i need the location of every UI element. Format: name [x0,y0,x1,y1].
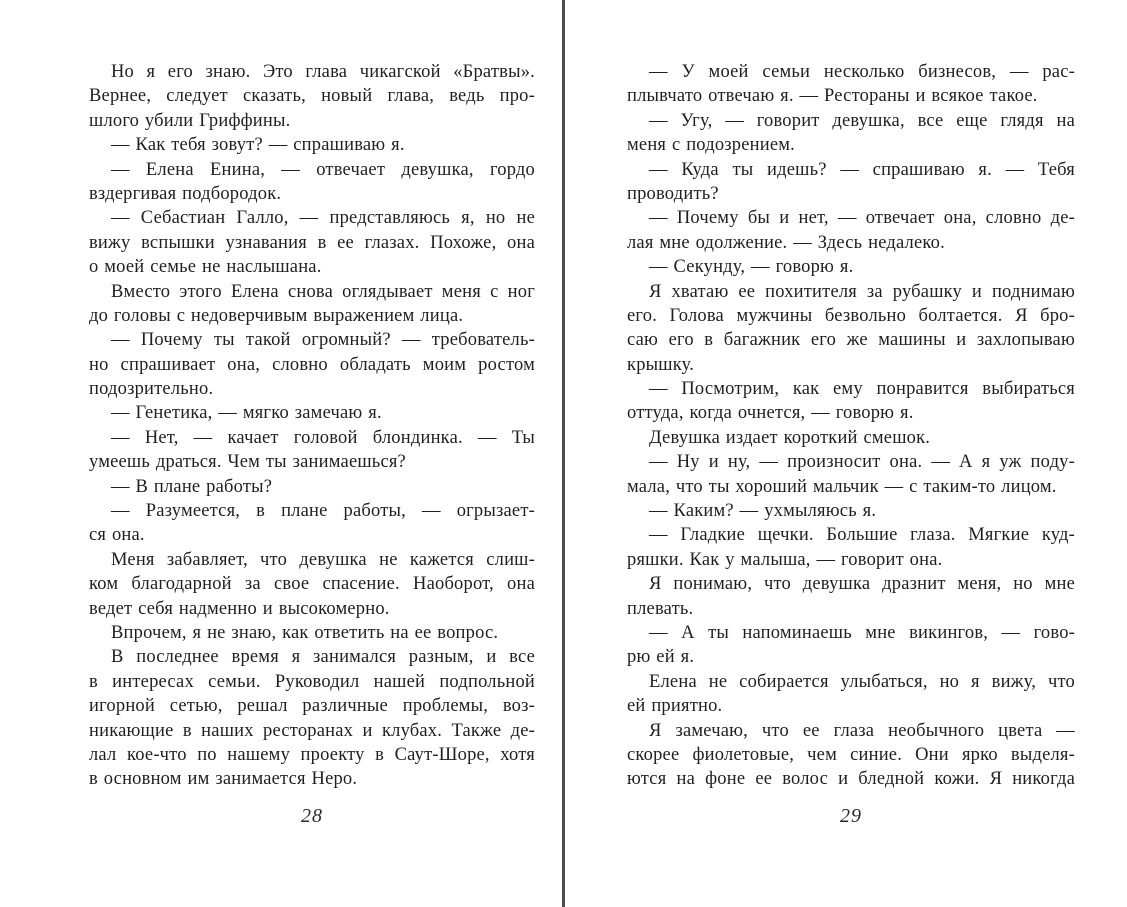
page-right [627,60,1075,828]
text-line: но спрашивает она, словно обладать моим ростом [89,354,535,375]
text-line: — Генетика, — мягко замечаю я. [111,403,382,424]
text-line: подозрительно. [89,379,214,400]
page-right-text-block [627,60,1075,792]
text-line: — Каким? — ухмыляюсь я. [649,501,877,522]
page-divider [562,0,565,907]
text-line: — Куда ты идешь? — спрашиваю я. — Тебя [649,159,1075,180]
text-line: — Себастиан Галло, — представляюсь я, но не [111,208,535,229]
text-line: до головы с недоверчивым выражением лица. [89,305,464,326]
page-number-left: 28 [301,804,323,827]
text-line: — Гладкие щечки. Большие глаза. Мягкие куд- [649,525,1075,546]
text-line: Меня забавляет, что девушка не кажется слиш- [111,549,535,570]
text-line: лая мне одолжение. — Здесь недалеко. [627,232,945,253]
text-line: меня с подозрением. [627,135,795,156]
text-line: в интересах семьи. Руководил нашей подпольной [89,671,535,692]
text-line: лал кое-что по нашему проекту в Саут-Шоре, хотя [89,744,535,765]
page-left-text-block [89,60,535,792]
text-line: — Угу, — говорит девушка, все еще глядя на [649,110,1075,131]
text-line: умеешь драться. Чем ты занимаешься? [89,452,406,473]
text-line: рю ей я. [627,647,695,668]
text-line: плевать. [627,598,694,619]
text-line: ком благодарной за свое спасение. Наоборот, она [89,574,535,595]
text-line: крышку. [627,354,695,375]
text-line: Впрочем, я не знаю, как ответить на ее вопрос. [111,622,499,643]
text-line: в основном им занимается Неро. [89,769,358,790]
text-line: Я хватаю ее похитителя за рубашку и поднимаю [649,281,1075,302]
text-line: оттуда, когда очнется, — говорю я. [627,403,914,424]
text-line: скорее фиолетовые, чем синие. Они ярко выделя- [627,744,1075,765]
text-line: Вместо этого Елена снова оглядывает меня с ног [111,281,535,302]
text-line: — Почему ты такой огромный? — требователь- [111,330,535,351]
text-line: — Разумеется, в плане работы, — огрызает- [111,501,535,522]
text-line: — Ну и ну, — произносит она. — А я уж поду- [649,452,1075,473]
text-line: шлого убили Гриффины. [89,110,291,131]
text-line: Вернее, следует сказать, новый глава, ведь про- [89,86,535,107]
text-line: В последнее время я занимался разным, и все [111,647,535,668]
text-line: ведет себя надменно и высокомерно. [89,598,390,619]
page-left [89,60,535,828]
text-line: Но я его знаю. Это глава чикагской «Братвы». [111,62,535,82]
text-line: вижу вспышки узнавания в ее глазах. Похоже, она [89,232,535,253]
text-line: — В плане работы? [111,476,273,497]
text-line: ей приятно. [627,696,723,717]
text-line: ся она. [89,525,145,546]
text-line: саю его в багажник его же машины и захлопываю [627,330,1075,351]
text-line: — Посмотрим, как ему понравится выбираться [649,379,1075,400]
page-number-right: 29 [840,804,862,827]
text-line: — Почему бы и нет, — отвечает она, словно де- [649,208,1075,229]
text-line: о моей семье не наслышана. [89,257,322,278]
text-line: — А ты напоминаешь мне викингов, — гово- [649,622,1075,643]
text-line: Девушка издает короткий смешок. [649,427,931,448]
text-line: игорной сетью, решал различные проблемы, воз- [89,696,535,717]
text-line: — Нет, — качает головой блондинка. — Ты [111,427,535,448]
text-line: вздергивая подбородок. [89,183,282,204]
text-line: — У моей семьи несколько бизнесов, — рас- [649,62,1075,82]
text-line: плывчато отвечаю я. — Рестораны и всякое такое. [627,86,1038,107]
text-line: Елена не собирается улыбаться, но я вижу, что [649,671,1075,692]
text-line: — Как тебя зовут? — спрашиваю я. [111,135,405,156]
text-line: ряшки. Как у малыша, — говорит она. [627,549,943,570]
text-line: никающие в наших ресторанах и клубах. Также де- [89,720,535,741]
text-line: — Елена Енина, — отвечает девушка, гордо [111,159,535,180]
text-line: ются на фоне ее волос и бледной кожи. Я никогда [627,769,1075,790]
text-line: его. Голова мужчины безвольно болтается. Я бро- [627,305,1075,326]
text-line: мала, что ты хороший мальчик — с таким-то лицом. [627,476,1057,497]
text-line: проводить? [627,183,719,204]
text-line: Я замечаю, что ее глаза необычного цвета — [649,720,1075,741]
text-line: Я понимаю, что девушка дразнит меня, но мне [649,574,1075,595]
text-line: — Секунду, — говорю я. [649,257,854,278]
